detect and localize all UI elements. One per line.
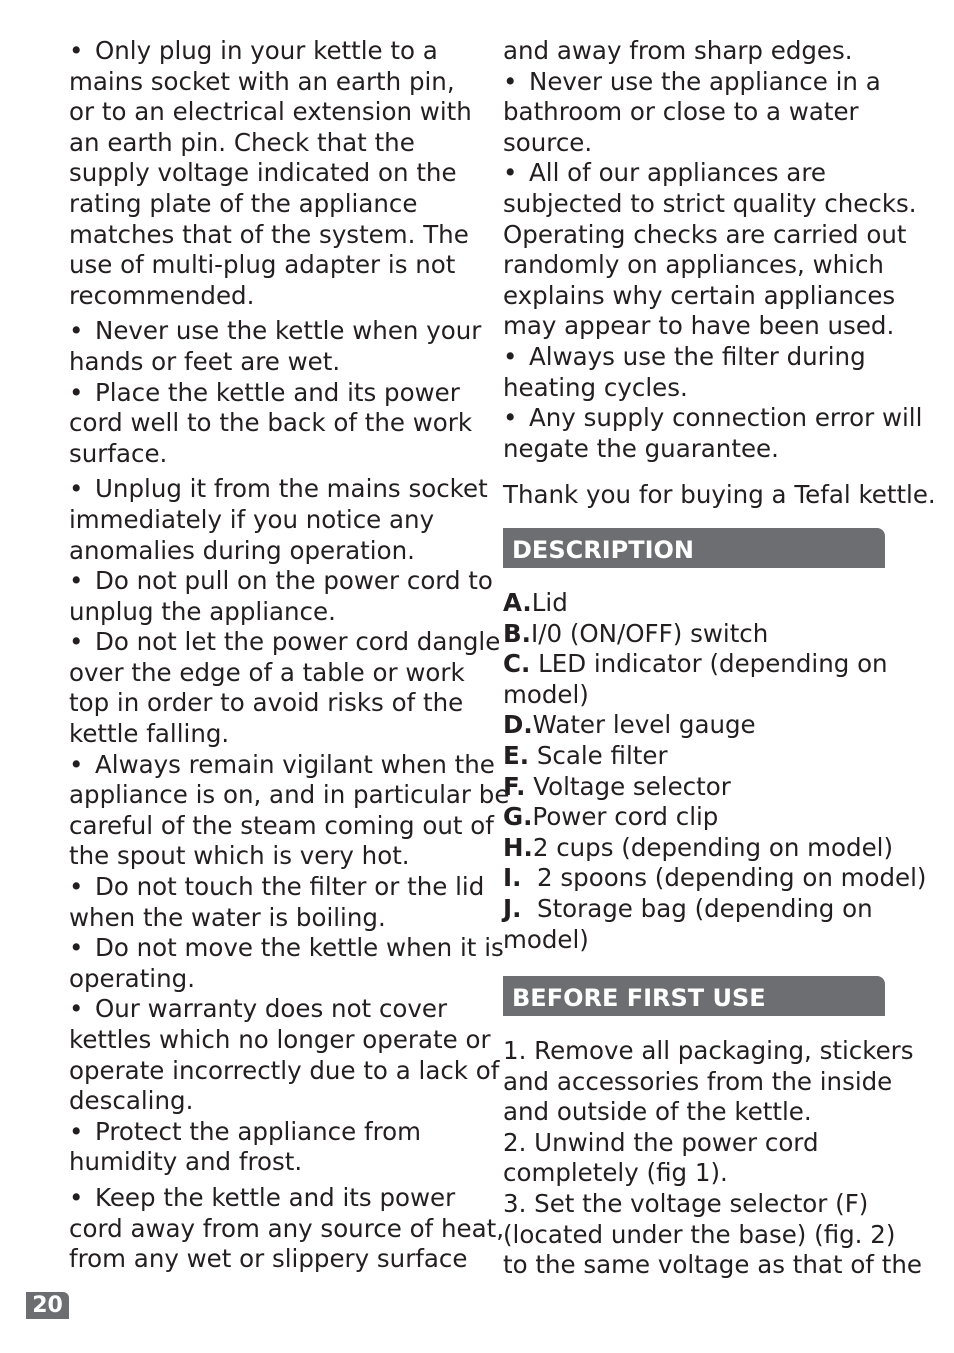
- description-item: D.Water level gauge: [503, 710, 756, 740]
- step-line: completely (fig 1).: [503, 1158, 728, 1188]
- step-line: 2. Unwind the power cord: [503, 1127, 819, 1157]
- step-line: (located under the base) (fig. 2): [503, 1219, 896, 1249]
- description-item: I. 2 spoons (depending on model): [503, 863, 927, 893]
- bullet-icon: [69, 994, 95, 1025]
- description-item: E. Scale filter: [503, 740, 668, 770]
- safety-item-use-filter: •Always use the filter during heating cycles.: [503, 342, 923, 403]
- safety-item-humidity: •Protect the appliance from humidity and frost.: [69, 1117, 479, 1178]
- safety-item-wet-hands: •Never use the kettle when your hands or feet are wet.: [69, 316, 479, 377]
- safety-item-move-kettle: •Do not move the kettle when it is operating.: [69, 933, 479, 994]
- left-column: [69, 36, 510, 1275]
- bullet-icon: [69, 36, 95, 67]
- bullet-icon: [69, 316, 95, 347]
- description-item: G.Power cord clip: [503, 802, 719, 832]
- description-item: model): [503, 679, 589, 709]
- description-item: B.I/0 (ON/OFF) switch: [503, 618, 769, 648]
- description-item: H.2 cups (depending on model): [503, 832, 894, 862]
- bullet-icon: [69, 872, 95, 903]
- thank-you-text: Thank you for buying a Tefal kettle.: [503, 480, 936, 510]
- right-column: [503, 36, 936, 511]
- safety-item-heat-source: •Keep the kettle and its power cord away from any source of heat, from any wet or slippery surface: [69, 1183, 479, 1275]
- safety-item-warranty: •Our warranty does not cover kettles which no longer operate or operate incorrectly due to a lack of descaling.: [69, 994, 479, 1116]
- safety-item-quality-checks: •All of our appliances are subjected to strict quality checks. Operating checks are carried out randomly on appliances, which explains why certain appliances may appear to have been used.: [503, 158, 923, 342]
- description-item: model): [503, 924, 589, 954]
- description-item: C. LED indicator (depending on: [503, 649, 888, 679]
- bullet-icon: [69, 933, 95, 964]
- bullet-icon: [69, 378, 95, 409]
- safety-item-earth-pin: •Only plug in your kettle to a mains socket with an earth pin, or to an electrical extension with an earth pin. Check that the supply voltage indicated on the rating plate of the appliance matches that of the system. The use of multi-plug adapter is not recommended.: [69, 36, 479, 311]
- bullet-icon: [503, 403, 529, 434]
- step-line: and outside of the kettle.: [503, 1097, 812, 1127]
- step-line: and accessories from the inside: [503, 1066, 893, 1096]
- bullet-icon: [69, 750, 95, 781]
- safety-item-connection-error: •Any supply connection error will negate the guarantee.: [503, 403, 923, 464]
- description-heading: DESCRIPTION: [503, 528, 885, 568]
- bullet-icon: [69, 1117, 95, 1148]
- safety-item-bathroom: •Never use the appliance in a bathroom or close to a water source.: [503, 67, 923, 159]
- description-item: J. Storage bag (depending on: [503, 893, 873, 923]
- bullet-icon: [503, 158, 529, 189]
- step-line: to the same voltage as that of the: [503, 1250, 922, 1280]
- safety-item-filter-lid: •Do not touch the filter or the lid when the water is boiling.: [69, 872, 479, 933]
- description-list: [503, 588, 927, 955]
- page-number: 20: [26, 1292, 69, 1319]
- step-line: 1. Remove all packaging, stickers: [503, 1036, 914, 1065]
- safety-item-unplug: •Unplug it from the mains socket immediately if you notice any anomalies during operation.: [69, 474, 479, 566]
- bullet-icon: [503, 342, 529, 373]
- description-item: F. Voltage selector: [503, 771, 731, 801]
- safety-item-vigilant: •Always remain vigilant when the appliance is on, and in particular be careful of the steam coming out of the spout which is very hot.: [69, 750, 479, 872]
- safety-item-pull-cord: •Do not pull on the power cord to unplug the appliance.: [69, 566, 479, 627]
- bullet-icon: [69, 627, 95, 658]
- description-item: A.Lid: [503, 588, 568, 617]
- before-first-use-steps: [503, 1036, 923, 1281]
- before-first-use-heading: BEFORE FIRST USE: [503, 976, 885, 1016]
- bullet-icon: [503, 67, 529, 98]
- bullet-icon: [69, 474, 95, 505]
- safety-item-cord-dangle: •Do not let the power cord dangle over the edge of a table or work top in order to avoid risks of the kettle falling.: [69, 627, 479, 749]
- safety-item-continued: and away from sharp edges.: [503, 36, 853, 65]
- safety-item-placement: •Place the kettle and its power cord well to the back of the work surface.: [69, 378, 479, 470]
- step-line: 3. Set the voltage selector (F): [503, 1188, 869, 1218]
- bullet-icon: [69, 1183, 95, 1214]
- bullet-icon: [69, 566, 95, 597]
